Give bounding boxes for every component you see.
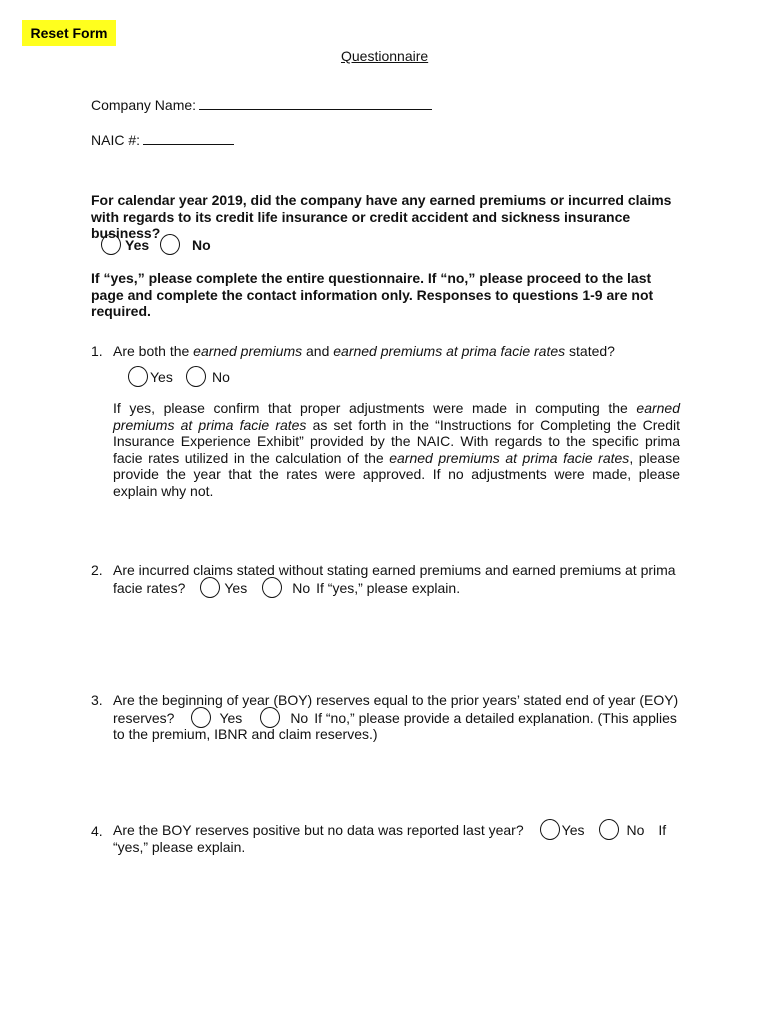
q4-text: Are the BOY reserves positive but no data was reported last year? xyxy=(113,821,524,838)
q1-yes-label: Yes xyxy=(150,368,173,385)
q2-line1: Are incurred claims stated without stating earned premiums and earned premiums at prima xyxy=(113,562,676,578)
q1-text-b: earned premiums xyxy=(193,343,303,359)
q2-suffix: If “yes,” please explain. xyxy=(316,579,461,596)
q1-followup-c: as set forth in the “Instructions for Completing the Credit Insurance Experience Exhibit” provided by the NAIC. With regards to the specific prima facie rates utilized in the calculation of the xyxy=(113,416,680,466)
q1-text-c: and xyxy=(302,343,334,359)
q4-line2: “yes,” please explain. xyxy=(113,839,246,855)
intro-no-option[interactable] xyxy=(160,234,211,258)
q3-no-label: No xyxy=(290,709,309,726)
q1-yes-option[interactable] xyxy=(128,366,173,390)
intro-yes-radio[interactable] xyxy=(101,234,121,255)
q1-number: 1. xyxy=(91,343,103,359)
q4-yes-label: Yes xyxy=(561,821,585,838)
q2-number: 2. xyxy=(91,562,103,578)
q3-line3: to the premium, IBNR and claim reserves.) xyxy=(113,726,378,742)
q3-yes-label: Yes xyxy=(219,709,243,726)
naic-field[interactable] xyxy=(143,143,234,145)
company-name-field[interactable] xyxy=(199,108,432,110)
q3-line2-suffix: If “no,” please provide a detailed explanation. (This applies xyxy=(314,709,677,726)
q3-no-radio[interactable] xyxy=(260,707,280,728)
q2-yes-radio[interactable] xyxy=(200,577,220,598)
intro-yes-label: Yes xyxy=(125,236,150,253)
intro-no-label: No xyxy=(192,236,211,253)
q1-text-e: stated? xyxy=(565,343,615,359)
q1-no-radio[interactable] xyxy=(186,366,206,387)
intro-yes-option[interactable] xyxy=(101,234,149,258)
q3-line2 xyxy=(113,707,677,728)
company-name-row xyxy=(91,97,432,113)
q4-no-suffix: If xyxy=(658,821,667,838)
q2-prefix: facie rates? xyxy=(113,579,186,596)
q4-no-radio[interactable] xyxy=(599,819,619,840)
q1-followup-e: , please provide the year that the rates were approved. If no adjustments were made, please explain why not. xyxy=(113,449,680,499)
q1-yes-radio[interactable] xyxy=(128,366,148,387)
q1-text xyxy=(113,343,683,359)
page-title: Questionnaire xyxy=(341,48,429,64)
naic-row xyxy=(91,132,234,148)
q1-no-option[interactable] xyxy=(186,366,230,390)
intro-instruction: If “yes,” please complete the entire questionnaire. If “no,” please proceed to the last page and complete the contact information only. Responses to questions 1-9 are not required. xyxy=(91,270,654,319)
q3-line1: Are the beginning of year (BOY) reserves equal to the prior years’ stated end of year (EOY) xyxy=(113,692,679,708)
intro-no-radio[interactable] xyxy=(160,234,180,255)
q1-followup-a: If yes, please confirm that proper adjustments were made in computing the xyxy=(113,400,637,416)
q3-prefix: reserves? xyxy=(113,709,175,726)
q1-followup xyxy=(113,400,680,499)
q4-no-label: No xyxy=(626,821,645,838)
q1-text-a: Are both the xyxy=(113,343,194,359)
naic-label: NAIC #: xyxy=(91,132,141,148)
q2-no-radio[interactable] xyxy=(262,577,282,598)
q4-number: 4. xyxy=(91,823,103,839)
q2-line2 xyxy=(113,577,460,598)
intro-question: For calendar year 2019, did the company have any earned premiums or incurred claims with regards to its credit life insurance or credit accident and sickness insurance business? xyxy=(91,192,672,241)
q1-followup-d: earned premiums at prima facie rates xyxy=(389,449,630,466)
q2-no-label: No xyxy=(292,579,311,596)
q3-yes-radio[interactable] xyxy=(191,707,211,728)
q1-no-label: No xyxy=(212,368,230,385)
q1-text-d: earned premiums at prima facie rates xyxy=(333,343,566,359)
reset-form-button[interactable]: Reset Form xyxy=(22,20,116,46)
company-name-label: Company Name: xyxy=(91,97,197,113)
q2-yes-label: Yes xyxy=(224,579,248,596)
q1-followup-b: earned premiums at prima facie rates xyxy=(113,400,680,433)
q4-line1 xyxy=(113,819,666,840)
q4-yes-radio[interactable] xyxy=(540,819,560,840)
q3-number: 3. xyxy=(91,692,103,708)
